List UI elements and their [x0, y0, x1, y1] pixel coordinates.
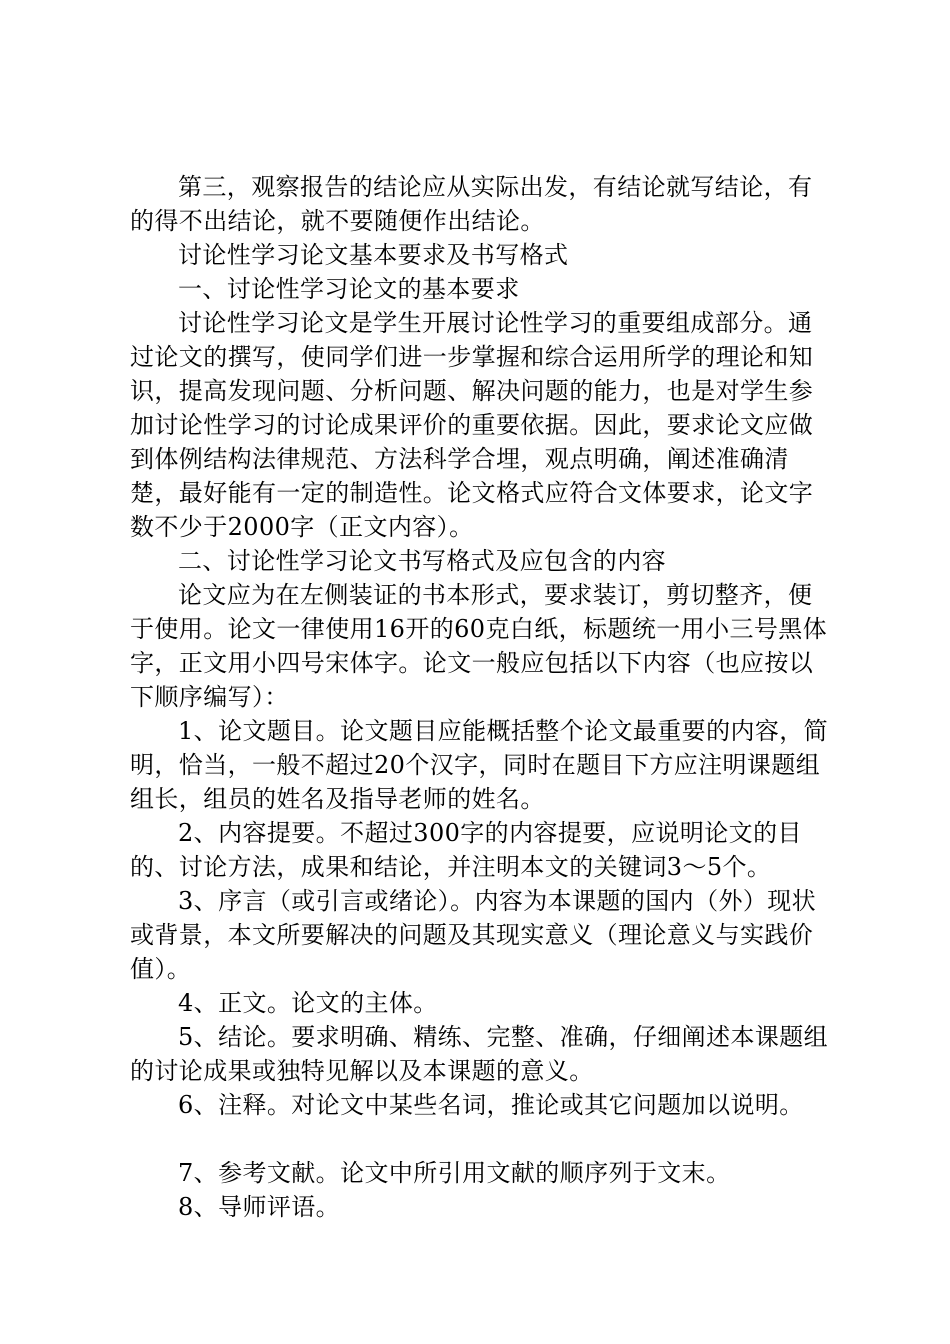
list-item-advisor-comments: 8、导师评语。 [178, 1193, 341, 1221]
list-item-conclusion: 5、结论。要求明确、精练、完整、准确，仔细阐述本课题组的讨论成果或独特见解以及本课题的意义。 [130, 1023, 829, 1085]
list-item-abstract: 2、内容提要。不超过300字的内容提要，应说明论文的目的、讨论方法，成果和结论，并注明本文的关键词3～5个。 [130, 819, 802, 881]
blank-line [130, 1122, 830, 1156]
list-item-body: 4、正文。论文的主体。 [178, 989, 438, 1017]
list-item-references: 7、参考文献。论文中所引用文献的顺序列于文末。 [178, 1159, 731, 1187]
paragraph-observation-conclusion: 第三，观察报告的结论应从实际出发，有结论就写结论，有的得不出结论，就不要随便作出结论。 [130, 173, 813, 235]
list-item-notes: 6、注释。对论文中某些名词，推论或其它问题加以说明。 [178, 1091, 804, 1119]
document-page [130, 170, 830, 1224]
list-item-title: 1、论文题目。论文题目应能概括整个论文最重要的内容，简明，恰当，一般不超过20个汉字，同时在题目下方应注明课题组组长，组员的姓名及指导老师的姓名。 [130, 717, 829, 813]
section-title: 讨论性学习论文基本要求及书写格式 [178, 241, 569, 269]
paragraph-basic-requirements: 讨论性学习论文是学生开展讨论性学习的重要组成部分。通过论文的撰写，使同学们进一步掌握和综合运用所学的理论和知识，提高发现问题、分析问题、解决问题的能力，也是对学生参加讨论性学习的讨论成果评价的重要依据。因此，要求论文应做到体例结构法律规范、方法科学合埋，观点明确，阐述准确清楚，最好能有一定的制造性。论文格式应符合文体要求，论文字数不少于2000字（正文内容）。 [130, 309, 814, 541]
heading-basic-requirements: 一、讨论性学习论文的基本要求 [178, 275, 520, 303]
heading-format-contents: 二、讨论性学习论文书写格式及应包含的内容 [178, 547, 666, 575]
list-item-preface: 3、序言（或引言或绪论）。内容为本课题的国内（外）现状或背景，本文所要解决的问题及其现实意义（理论意义与实践价值）。 [130, 887, 817, 983]
paragraph-format: 论文应为在左侧装证的书本形式，要求装订，剪切整齐，便于使用。论文一律使用16开的60克白纸，标题统一用小三号黑体字，正文用小四号宋体字。论文一般应包括以下内容（也应按以下顺序编写）： [130, 581, 828, 711]
